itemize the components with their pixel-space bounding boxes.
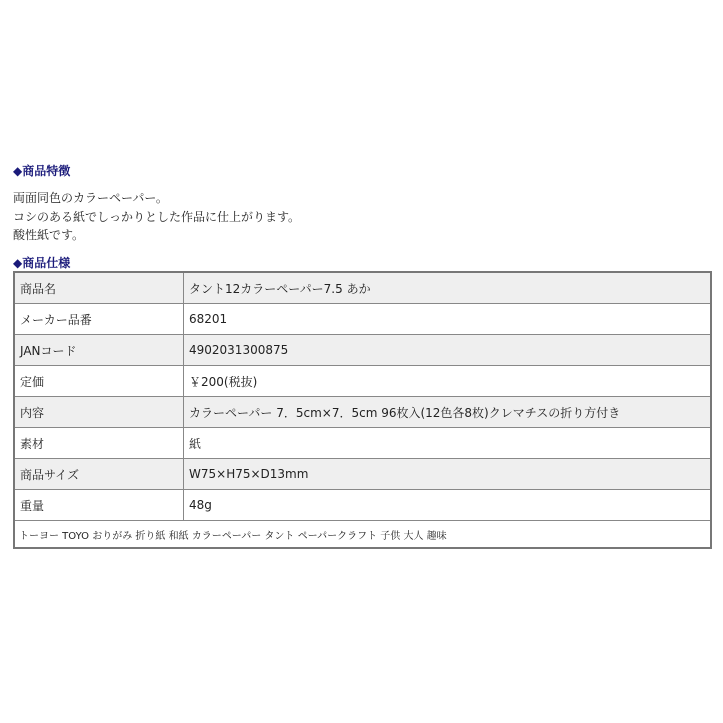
feature-line: 両面同色のカラーペーパー。	[13, 191, 168, 205]
specs-heading: ◆商品仕様	[13, 256, 71, 270]
spec-value: タント12カラーペーパー7.5 あか	[184, 272, 712, 304]
spec-label: 重量	[14, 490, 184, 521]
table-row	[14, 335, 711, 366]
table-row	[14, 397, 711, 428]
spec-value: カラーペーパー 7．5cm×7．5cm 96枚入(12色各8枚)クレマチスの折り方付き	[184, 397, 712, 428]
spec-label: 商品サイズ	[14, 459, 184, 490]
spec-label: 定価	[14, 366, 184, 397]
spec-value: 48g	[184, 490, 712, 521]
features-heading: ◆商品特徴	[13, 164, 71, 178]
table-row	[14, 272, 711, 304]
table-row	[14, 459, 711, 490]
table-row	[14, 428, 711, 459]
spec-label: 内容	[14, 397, 184, 428]
table-row	[14, 366, 711, 397]
spec-label: JANコード	[14, 335, 184, 366]
spec-value: ￥200(税抜)	[184, 366, 712, 397]
feature-line: コシのある紙でしっかりとした作品に仕上がります。	[13, 209, 301, 224]
features-description	[13, 189, 300, 245]
spec-value: 紙	[184, 428, 712, 459]
spec-label: 素材	[14, 428, 184, 459]
table-row	[14, 304, 711, 335]
feature-line: 酸性紙です。	[13, 228, 85, 242]
spec-value: 4902031300875	[184, 335, 712, 366]
spec-label: メーカー品番	[14, 304, 184, 335]
keywords: トーヨー TOYO おりがみ 折り紙 和紙 カラーペーパー タント ペーパークラフト 子供 大人 趣味	[14, 521, 711, 549]
spec-value: 68201	[184, 304, 712, 335]
spec-value: W75×H75×D13mm	[184, 459, 712, 490]
table-row	[14, 490, 711, 521]
specs-table	[13, 271, 712, 549]
spec-label: 商品名	[14, 272, 184, 304]
keywords-row	[14, 521, 711, 549]
